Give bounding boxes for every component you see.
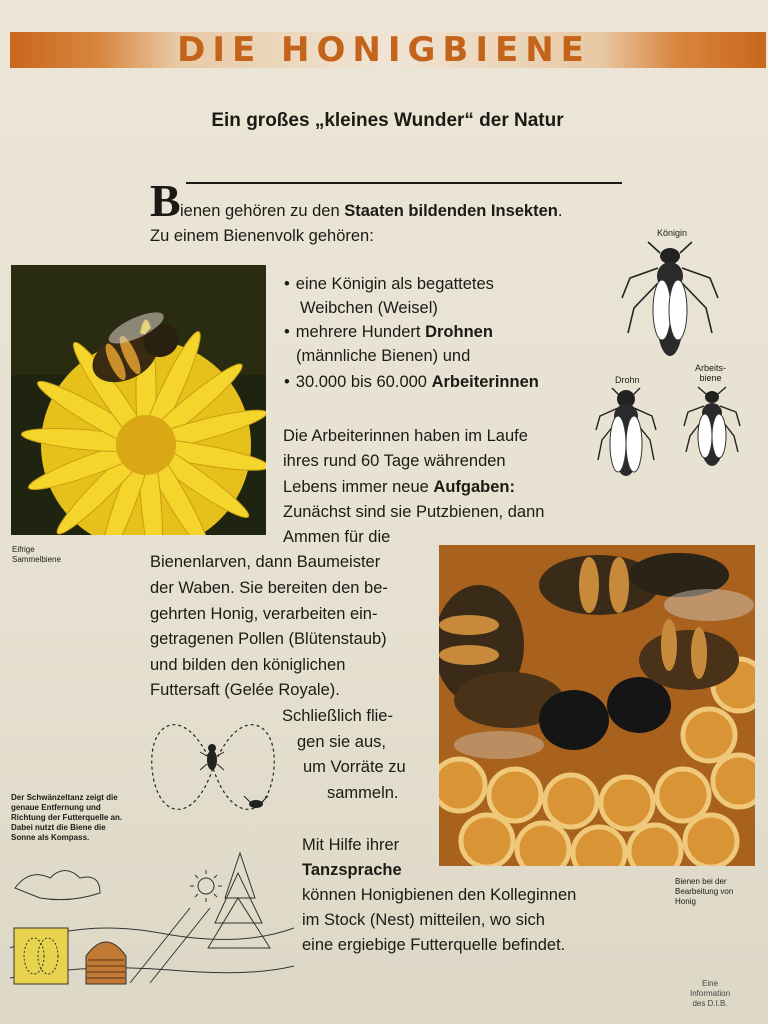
list-item: • eine Königin als begattetes [284, 272, 494, 296]
dance-line: im Stock (Nest) mitteilen, wo sich [302, 911, 545, 929]
body-line: Lebens immer neue Aufgaben: [283, 478, 515, 496]
list-item-cont: Weibchen (Weisel) [300, 299, 438, 317]
drop-cap: B [150, 175, 181, 226]
list-item-cont: (männliche Bienen) und [296, 347, 471, 365]
body-line: Die Arbeiterinnen haben im Laufe [283, 427, 528, 445]
dance-line: eine ergiebige Futterquelle befindet. [302, 936, 566, 954]
intro-rule [186, 182, 622, 184]
publisher-note: Eine Information des D.I.B. [690, 979, 731, 1008]
queen-label: Königin [657, 228, 688, 238]
body-line: Zunächst sind sie Putzbienen, dann [283, 503, 545, 521]
landscape-sketch [10, 848, 294, 988]
body-line: Ammen für die [283, 528, 391, 546]
dance-line: Mit Hilfe ihrer [302, 836, 400, 854]
body-line: der Waben. Sie bereiten den be- [150, 579, 388, 597]
photo2-caption: Bienen bei der Bearbeitung von Honig [675, 877, 734, 906]
worker-bee-icon [682, 386, 742, 472]
honeycomb-bees-photo [439, 545, 755, 866]
body-line: Bienenlarven, dann Baumeister [150, 553, 381, 571]
intro-line-1: ienen gehören zu den Staaten bildenden Insekten. [180, 202, 563, 220]
intro-line-2: Zu einem Bienenvolk gehören: [150, 227, 374, 245]
list-item: • mehrere Hundert Drohnen [284, 320, 493, 344]
body-line: und bilden den königlichen [150, 656, 346, 674]
body-line: gehrten Honig, verarbeiten ein- [150, 605, 378, 623]
dandelion-bee-photo [11, 265, 266, 535]
body-line: sammeln. [327, 784, 399, 802]
drone-bee-icon [594, 386, 658, 482]
worker-label: Arbeits- biene [695, 363, 727, 383]
queen-bee-icon [620, 238, 720, 363]
body-line: Futtersaft (Gelée Royale). [150, 681, 340, 699]
body-line: ihres rund 60 Tage währenden [283, 452, 506, 470]
drone-label: Drohn [615, 375, 640, 385]
dance-line: können Honigbienen den Kolleginnen [302, 886, 577, 904]
body-line: um Vorräte zu [303, 758, 406, 776]
body-line: gen sie aus, [297, 733, 386, 751]
waggle-caption: Der Schwänzeltanz zeigt die genaue Entfernung und Richtung der Futterquelle an. Dabei nutzt die Biene die Sonne als Kompass. [11, 793, 123, 842]
page-title: DIE HONIGBIENE [177, 30, 591, 70]
waggle-dance-diagram [148, 708, 278, 828]
body-line: Schließlich flie- [282, 707, 393, 725]
list-item: • 30.000 bis 60.000 Arbeiterinnen [284, 370, 539, 394]
photo1-caption: Eifrige Sammelbiene [12, 545, 61, 564]
page-subtitle: Ein großes „kleines Wunder“ der Natur [211, 110, 564, 131]
dance-line: Tanzsprache [302, 861, 402, 879]
body-line: getragenen Pollen (Blütenstaub) [150, 630, 387, 648]
